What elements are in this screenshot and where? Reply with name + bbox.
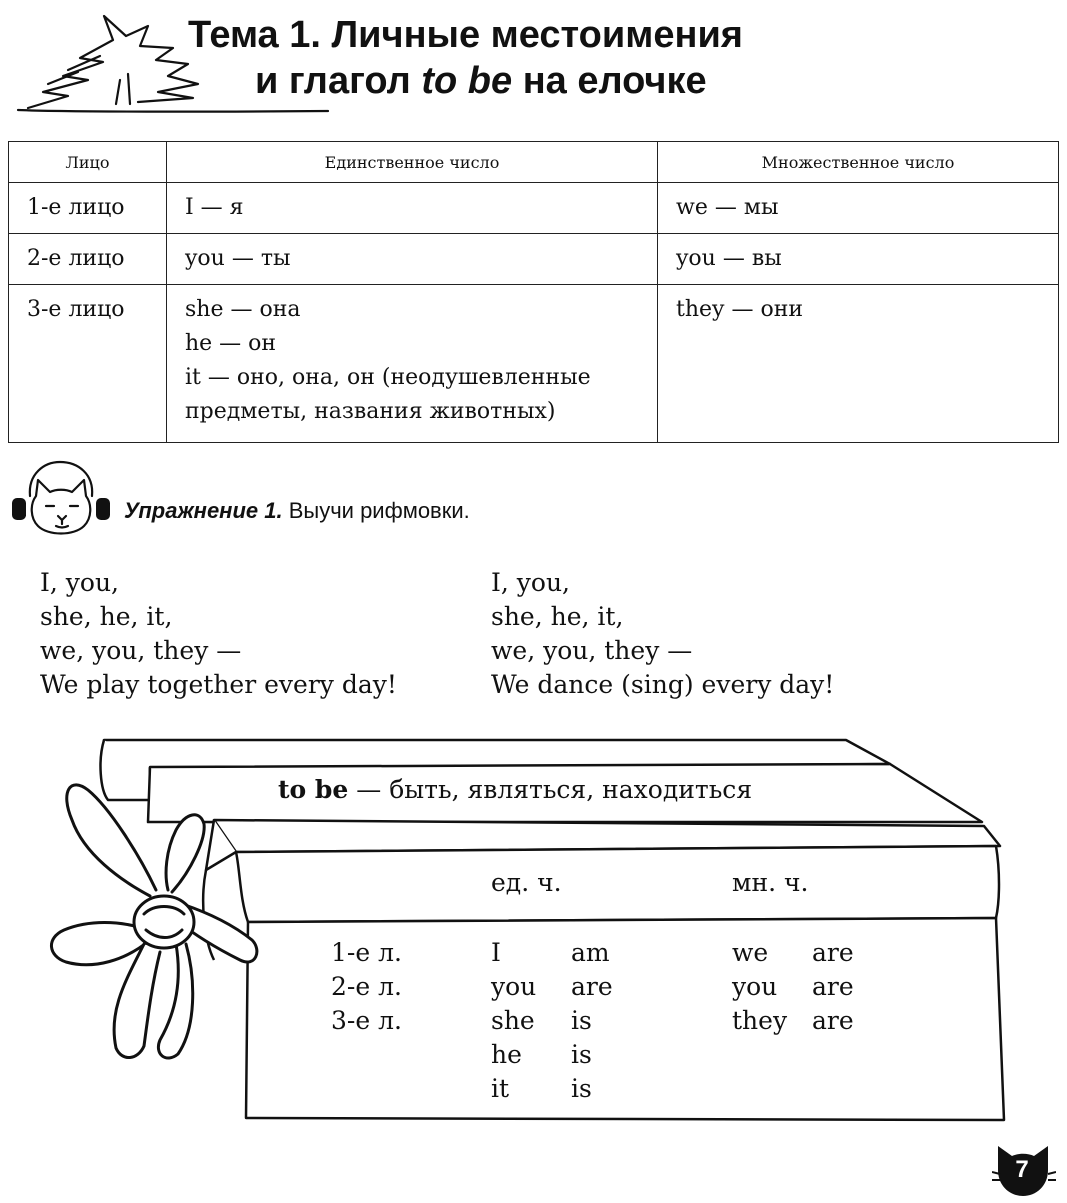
singular-line: he — он — [185, 331, 277, 356]
header-person: Лицо — [9, 142, 167, 183]
cell-plural: we — мы — [658, 183, 1059, 234]
person-label: 2-е л. — [331, 972, 402, 1001]
rhyme-line: We play together every day! — [40, 670, 397, 699]
rhyme-line: she, he, it, — [40, 602, 173, 631]
singular-line: she — она — [185, 297, 301, 322]
plural-verb: are — [812, 938, 854, 967]
rhyme-line: I, you, — [40, 568, 119, 597]
singular-pronoun: she — [491, 1006, 535, 1035]
title-line-1: Тема 1. Личные местоимения — [188, 14, 743, 56]
cell-plural: you — вы — [658, 234, 1059, 285]
rhyme-line: we, you, they — — [491, 636, 693, 665]
cell-plural: they — они — [658, 285, 1059, 443]
singular-pronoun: it — [491, 1074, 510, 1103]
cell-person: 2-е лицо — [9, 234, 167, 285]
cell-person: 1-е лицо — [9, 183, 167, 234]
cell-person: 3-е лицо — [9, 285, 167, 443]
singular-line: предметы, названия животных) — [185, 399, 556, 424]
page-number-badge — [992, 1142, 1056, 1198]
to-be-translation: — быть, являться, находиться — [348, 775, 753, 804]
singular-verb: is — [571, 1074, 592, 1103]
exercise-instruction: Выучи рифмовки. — [282, 498, 470, 523]
title-to-be: to be — [421, 60, 513, 102]
cell-singular: you — ты — [167, 234, 658, 285]
title-line-2-end: на елочке — [512, 60, 707, 102]
singular-verb-column — [571, 936, 613, 1106]
plural-pronoun: they — [732, 1006, 788, 1035]
rhyme-line: We dance (sing) every day! — [491, 670, 835, 699]
plural-verb: are — [812, 1006, 854, 1035]
rhyme-line: I, you, — [491, 568, 570, 597]
rhyme-line: we, you, they — — [40, 636, 242, 665]
header-singular: Единственное число — [167, 142, 658, 183]
page-number: 7 — [1015, 1156, 1029, 1183]
singular-pronoun: you — [491, 972, 537, 1001]
person-label: 3-е л. — [331, 1006, 402, 1035]
plural-verb-column — [812, 936, 854, 1038]
rhyme-line: she, he, it, — [491, 602, 624, 631]
plural-pronoun: we — [732, 938, 769, 967]
singular-pronoun-column — [491, 936, 536, 1106]
singular-header: ед. ч. — [491, 868, 562, 897]
title-line-2-start: и глагол — [255, 60, 422, 102]
singular-pronoun: he — [491, 1040, 522, 1069]
header-plural: Множественное число — [658, 142, 1059, 183]
cell-singular: I — я — [167, 183, 658, 234]
plural-header: мн. ч. — [732, 868, 809, 897]
exercise-label: Упражнение 1. — [124, 498, 283, 523]
person-label: 1-е л. — [331, 938, 402, 967]
plural-verb: are — [812, 972, 854, 1001]
singular-verb: is — [571, 1006, 592, 1035]
singular-verb: is — [571, 1040, 592, 1069]
to-be-keyword: to be — [278, 775, 349, 804]
singular-verb: are — [571, 972, 613, 1001]
person-column — [331, 936, 402, 1038]
singular-pronoun: I — [491, 938, 501, 967]
plural-pronoun: you — [732, 972, 778, 1001]
singular-verb: am — [571, 938, 610, 967]
plural-pronoun-column — [732, 936, 787, 1038]
to-be-title — [278, 775, 752, 804]
singular-line: it — оно, она, он (неодушевленные — [185, 365, 591, 390]
